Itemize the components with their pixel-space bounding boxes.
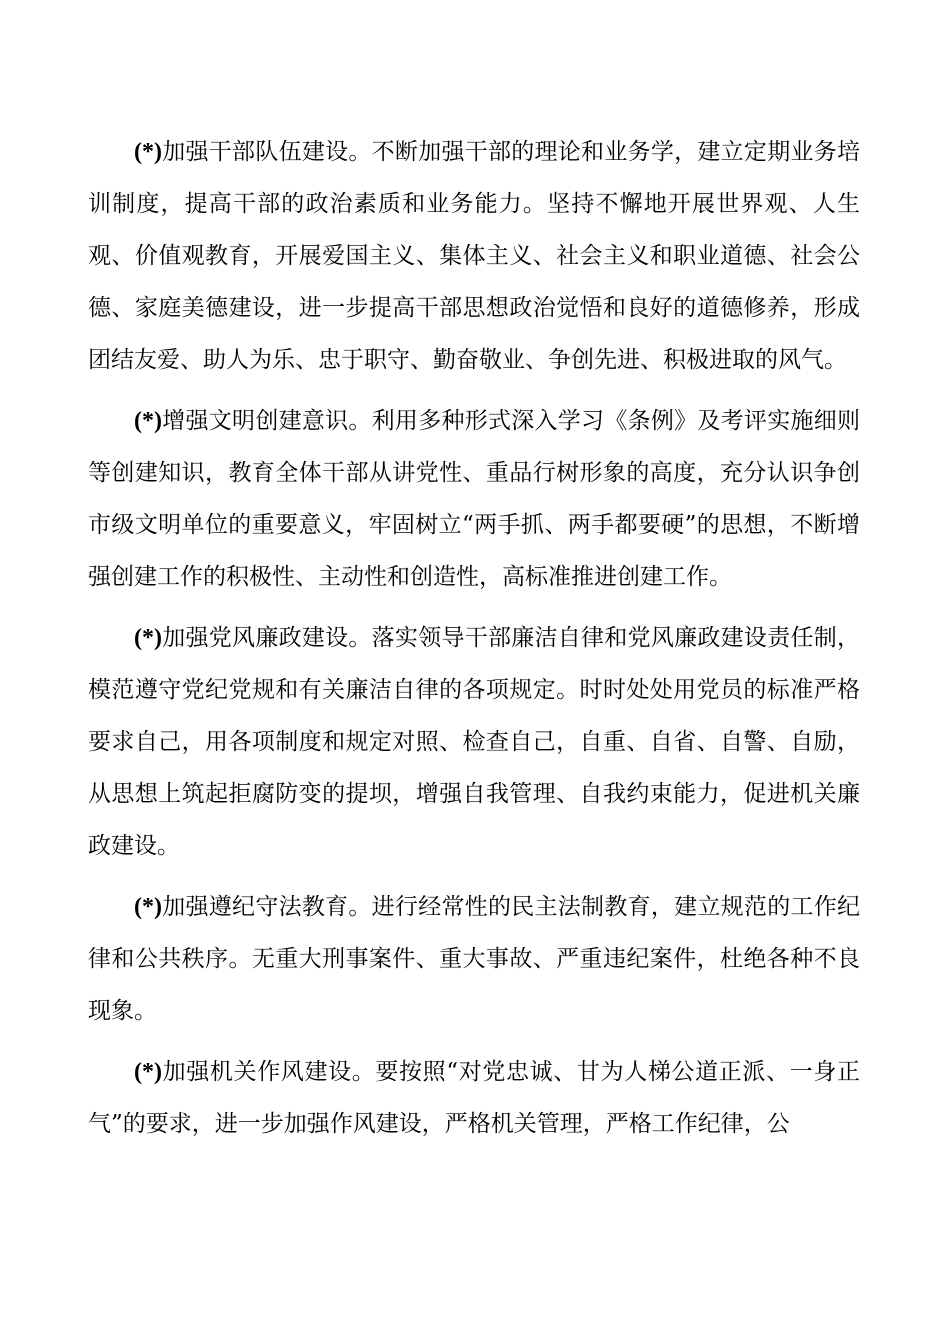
paragraph-marker: (*) — [134, 139, 162, 165]
paragraph-text: 加强机关作风建设。要按照“对党忠诚、甘为人梯公道正派、一身正气”的要求，进一步加强作风建设，严格机关管理，严格工作纪律，公 — [88, 1059, 860, 1137]
document-page — [88, 126, 860, 1159]
paragraph-text: 加强遵纪守法教育。进行经常性的民主法制教育，建立规范的工作纪律和公共秩序。无重大刑事案件、重大事故、严重违纪案件，杜绝各种不良现象。 — [88, 894, 860, 1024]
paragraph-marker: (*) — [134, 894, 162, 920]
paragraph-cadre-team — [88, 126, 860, 386]
paragraph-marker: (*) — [134, 1059, 162, 1085]
paragraph-party-integrity — [88, 612, 860, 872]
paragraph-marker: (*) — [134, 625, 162, 651]
paragraph-marker: (*) — [134, 408, 162, 434]
paragraph-text: 增强文明创建意识。利用多种形式深入学习《条例》及考评实施细则等创建知识，教育全体干部从讲党性、重品行树形象的高度，充分认识争创市级文明单位的重要意义，牢固树立“两手抓、两手都要硬”的思想，不断增强创建工作的积极性、主动性和创造性，高标准推进创建工作。 — [88, 408, 860, 590]
paragraph-work-style — [88, 1046, 860, 1150]
paragraph-civilization-awareness — [88, 395, 860, 603]
paragraph-text: 加强干部队伍建设。不断加强干部的理论和业务学，建立定期业务培训制度，提高干部的政治素质和业务能力。坚持不懈地开展世界观、人生观、价值观教育，开展爱国主义、集体主义、社会主义和职业道德、社会公德、家庭美德建设，进一步提高干部思想政治觉悟和良好的道德修养，形成团结友爱、助人为乐、忠于职守、勤奋敬业、争创先进、积极进取的风气。 — [88, 139, 860, 373]
paragraph-law-education — [88, 881, 860, 1037]
paragraph-text: 加强党风廉政建设。落实领导干部廉洁自律和党风廉政建设责任制，模范遵守党纪党规和有关廉洁自律的各项规定。时时处处用党员的标准严格要求自己，用各项制度和规定对照、检查自己，自重、自省、自警、自励，从思想上筑起拒腐防变的提坝，增强自我管理、自我约束能力，促进机关廉政建设。 — [88, 625, 860, 859]
